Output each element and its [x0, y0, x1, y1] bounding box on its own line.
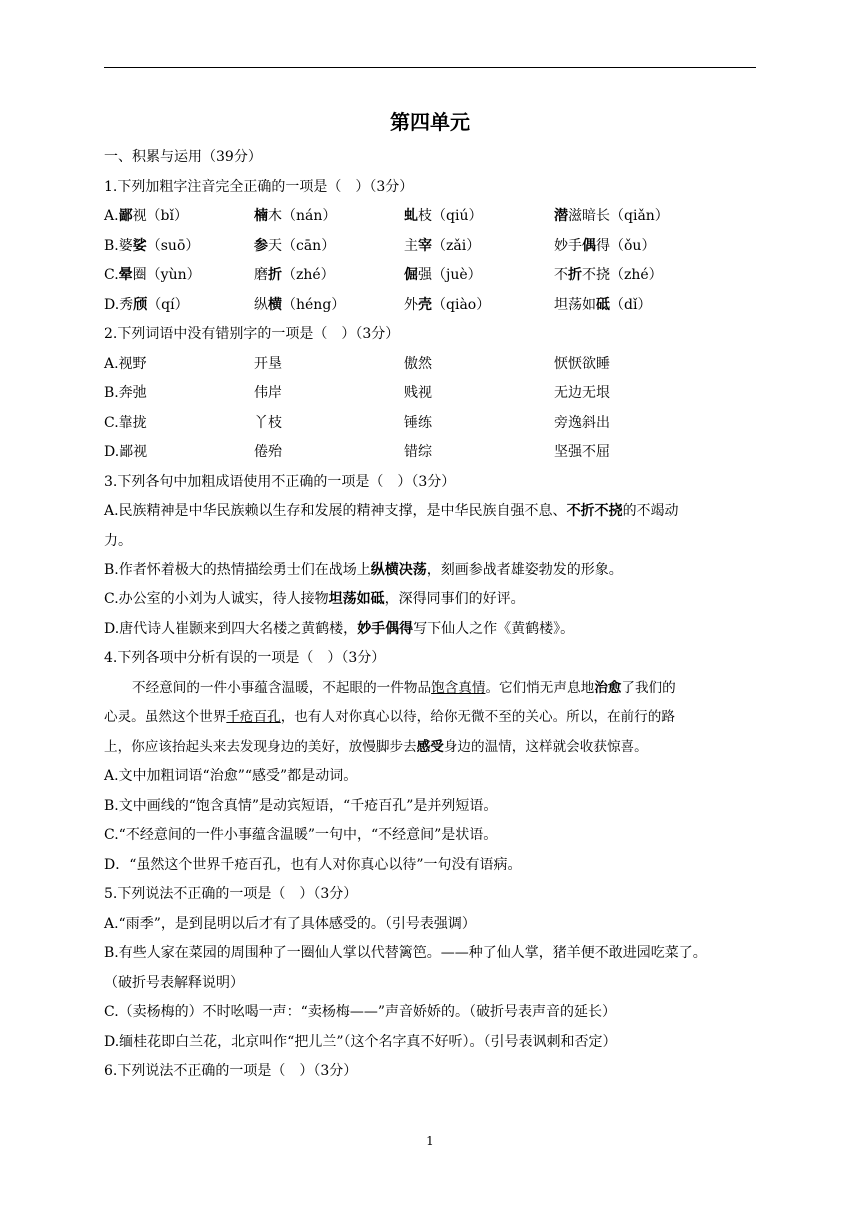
q3-stem: 3.下列各句中加粗成语使用不正确的一项是（ ）（3分）: [104, 474, 456, 490]
q1-option-3-3: 坦荡如砥（dǐ）: [554, 297, 652, 313]
q5-stem: 5.下列说法不正确的一项是（ ）（3分）: [104, 886, 358, 902]
q1-option-3-2: 外壳（qiào）: [404, 297, 491, 313]
q1-option-3-1: 纵横（héng）: [254, 297, 346, 313]
page-number: 1: [426, 1134, 434, 1148]
q5-option-c: C.（卖杨梅的）不时吆喝一声：“卖杨梅——”声音娇娇的。（破折号表声音的延长）: [104, 1004, 616, 1020]
q4-stem: 4.下列各项中分析有误的一项是（ ）（3分）: [104, 650, 386, 666]
q4-option-d: D．“虽然这个世界千疮百孔，也有人对你真心以待”一句没有语病。: [104, 857, 522, 873]
q2-option-0-1: 开垦: [254, 356, 282, 372]
q2-option-1-0: B.奔弛: [104, 385, 147, 401]
q1-option-0-3: 潜滋暗长（qiǎn）: [554, 208, 669, 224]
q2-option-2-2: 锤练: [404, 415, 432, 431]
q2-option-0-3: 恹恹欲睡: [554, 356, 610, 372]
q2-stem: 2.下列词语中没有错别字的一项是（ ）（3分）: [104, 326, 400, 342]
q1-option-0-2: 虬枝（qiú）: [404, 208, 483, 224]
q2-option-3-3: 坚强不屈: [554, 444, 610, 460]
header-rule: [104, 67, 756, 68]
q2-option-1-1: 伟岸: [254, 385, 282, 401]
q3-option-c: C.办公室的小刘为人诚实，待人接物坦荡如砥，深得同事们的好评。: [104, 591, 525, 607]
q4-passage-line1: 不经意间的一件小事蕴含温暖，不起眼的一件物品饱含真情。它们悄无声息地治愈了我们的: [132, 680, 676, 696]
q1-option-3-0: D.秀颀（qí）: [104, 297, 189, 313]
q6-stem: 6.下列说法不正确的一项是（ ）（3分）: [104, 1063, 358, 1079]
q4-passage-line2: 心灵。虽然这个世界千疮百孔，也有人对你真心以待，给你无微不至的关心。所以，在前行的路: [104, 709, 675, 725]
q1-option-2-2: 倔强（juè）: [404, 267, 482, 283]
q1-option-0-1: 楠木（nán）: [254, 208, 337, 224]
q2-option-3-0: D.鄙视: [104, 444, 148, 460]
q1-option-1-3: 妙手偶得（ǒu）: [554, 238, 656, 254]
q4-option-a: A.文中加粗词语“治愈”“感受”都是动词。: [104, 768, 358, 784]
q4-option-b: B.文中画线的“饱含真情”是动宾短语，“千疮百孔”是并列短语。: [104, 798, 498, 814]
q1-option-0-0: A.鄙视（bǐ）: [104, 208, 189, 224]
q2-option-3-1: 倦殆: [254, 444, 282, 460]
q2-option-3-2: 错综: [404, 444, 432, 460]
q5-option-b: B.有些人家在菜园的周围种了一圈仙人掌以代替篱笆。——种了仙人掌，猪羊便不敢进园吃菜了。: [104, 945, 707, 961]
q1-option-1-1: 参天（cān）: [254, 238, 336, 254]
q4-option-c: C.“不经意间的一件小事蕴含温暖”一句中，“不经意间”是状语。: [104, 827, 498, 843]
q2-option-0-0: A.视野: [104, 356, 147, 372]
q1-option-1-2: 主宰（zǎi）: [404, 238, 481, 254]
q1-option-2-3: 不折不挠（zhé）: [554, 267, 663, 283]
q3-option-a-cont: 力。: [104, 533, 132, 549]
q5-option-d: D.缅桂花即白兰花，北京叫作“把儿兰”（这个名字真不好听）。（引号表讽刺和否定）: [104, 1034, 617, 1050]
q1-option-2-0: C.晕圈（yùn）: [104, 267, 201, 283]
q5-option-b-cont: （破折号表解释说明）: [104, 975, 244, 991]
q1-stem: 1.下列加粗字注音完全正确的一项是（ ）（3分）: [104, 179, 414, 195]
q2-option-2-3: 旁逸斜出: [554, 415, 610, 431]
q5-option-a: A.“雨季”，是到昆明以后才有了具体感受的。（引号表强调）: [104, 916, 476, 932]
q2-option-2-0: C.靠拢: [104, 415, 147, 431]
q1-option-1-0: B.婆娑（suō）: [104, 238, 200, 254]
page-title: 第四单元: [390, 110, 470, 134]
q3-option-a: A.民族精神是中华民族赖以生存和发展的精神支撑，是中华民族自强不息、不折不挠的不竭动: [104, 503, 679, 519]
q3-option-b: B.作者怀着极大的热情描绘勇士们在战场上纵横决荡，刻画参战者雄姿勃发的形象。: [104, 562, 623, 578]
q2-option-0-2: 傲然: [404, 356, 432, 372]
q1-option-2-1: 磨折（zhé）: [254, 267, 335, 283]
q2-option-1-3: 无边无垠: [554, 385, 610, 401]
section-heading: 一、积累与运用（39分）: [104, 149, 262, 165]
q3-option-d: D.唐代诗人崔颢来到四大名楼之黄鹤楼，妙手偶得写下仙人之作《黄鹤楼》。: [104, 621, 575, 637]
q2-option-2-1: 丫枝: [254, 415, 282, 431]
q4-passage-line3: 上，你应该抬起头来去发现身边的美好，放慢脚步去感受身边的温情，这样就会收获惊喜。: [104, 739, 648, 755]
q2-option-1-2: 贱视: [404, 385, 432, 401]
